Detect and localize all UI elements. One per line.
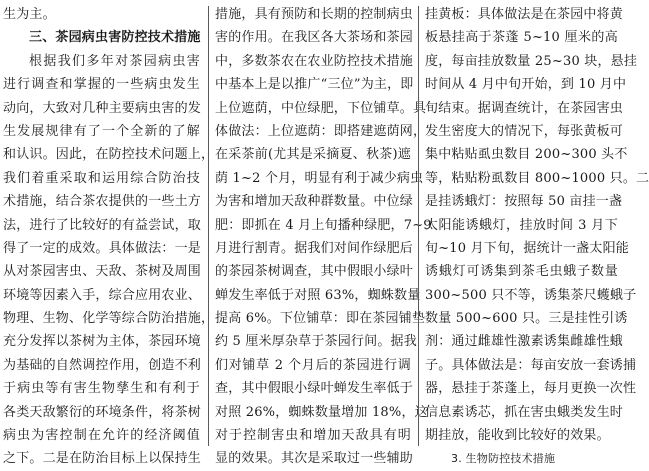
text-line: 生为主。 xyxy=(3,7,56,22)
text-line: 提高 6%。下位铺草：即在茶园铺垫 xyxy=(215,311,426,327)
text-line: 显的效果。其次是采取过一些辅助 xyxy=(215,451,414,467)
text-line: 环境等因素入手，综合应用农业、 xyxy=(3,287,202,303)
text-line: 动向，大致对几种主要病虫害的发 xyxy=(3,100,202,116)
text-line: 荫 1~2 个月，明显有利于减少病虫 xyxy=(215,170,424,186)
text-column-2 xyxy=(215,3,432,471)
text-line: 300~500 只不等，诱集茶尺蠖蛾子 xyxy=(425,287,637,303)
text-line: 们对铺草 2 个月后的茶园进行调 xyxy=(215,357,411,373)
text-line: 期挂放，能收到比较好的效果。 xyxy=(425,428,610,444)
text-line: 肥：即抓在 4 月上旬播种绿肥，7~9 xyxy=(215,217,432,233)
text-line: 发生密度大的情况下，每张黄板可 xyxy=(425,123,624,139)
text-line: 信息素诱芯，抓在害虫蛾类发生时 xyxy=(425,404,624,420)
text-line: 我们着重采取和运用综合防治技 xyxy=(3,170,200,186)
text-line: 集中粘贴虱虫数目 200~300 头不 xyxy=(425,147,628,163)
text-line: 措施，具有预防和长期的控制病虫 xyxy=(215,7,414,22)
text-line: 板悬挂高于茶蓬 5~10 厘米的高 xyxy=(425,30,618,46)
text-line: 之下。二是在防治目标上以保持生 xyxy=(3,451,202,467)
text-line: 中基本上是以推广“三位”为主，即 xyxy=(215,77,414,93)
text-line: 术措施，结合茶农提供的一些土方 xyxy=(3,194,202,210)
column-divider xyxy=(418,6,419,446)
text-line: 子。具体做法是：每亩安放一套诱捕 xyxy=(425,357,637,373)
text-line: 月进行割青。据我们对间作绿肥后 xyxy=(215,240,414,256)
text-line: 和认识。因此，在防控技术问题上， xyxy=(3,147,215,163)
text-line: 时间从 4 月中旬开始，到 10 月中 xyxy=(425,77,627,93)
text-column-1 xyxy=(3,3,215,471)
text-line: 的茶园茶树调查，其中假眼小绿叶 xyxy=(215,264,414,280)
text-line: 对照 26%，蜘蛛数量增加 18%，这 xyxy=(215,404,428,420)
text-line: 充分发挥以茶树为主体，茶园环境 xyxy=(3,334,202,350)
text-line: 进行调查和掌握的一些病虫发生 xyxy=(3,77,200,93)
text-line: 中，多数茶农在农业防控技术措施 xyxy=(215,53,414,69)
paragraph-first-line: 根据我们多年对茶园病虫害 xyxy=(29,53,200,69)
text-line: 法，进行了比较好的有益尝试，取 xyxy=(3,217,202,233)
text-line: 物理、生物、化学等综合防治措施， xyxy=(3,311,215,327)
text-line: 在采茶前(尤其是采摘夏、秋茶)遮 xyxy=(215,147,411,163)
text-line: 剂：通过雌雄性激素诱集雌雄性蛾 xyxy=(425,334,624,350)
text-line: 太阳能诱蛾灯，挂放时间 3 月下 xyxy=(425,217,618,233)
text-line: 器，悬挂于茶蓬上，每月更换一次性 xyxy=(425,381,637,397)
text-line: 上位遮荫，中位绿肥，下位铺草。具 xyxy=(215,100,427,116)
text-line: 诱蛾灯可诱集到茶毛虫蛾子数量 xyxy=(425,264,618,280)
text-line: 于病虫等有害生物孳生和有利于 xyxy=(3,381,200,397)
text-line: 各类天敌繁衍的环境条件，将茶树 xyxy=(3,404,202,420)
text-line: 数量 500~600 只。三是挂性引诱 xyxy=(425,311,628,327)
section-subheading: 3. 生物防控技术措施 xyxy=(451,452,556,466)
text-line: 害的作用。在我区各大茶场和茶园 xyxy=(215,30,414,46)
text-line: 为害和增加天敌种群数量。中位绿 xyxy=(215,194,414,210)
text-line: 病虫为害控制在允许的经济阈值 xyxy=(3,428,200,444)
text-line: 旬~10 月下旬，据统计一盏太阳能 xyxy=(425,240,629,256)
text-line: 是挂诱蛾灯：按照每 50 亩挂一盏 xyxy=(425,194,623,210)
text-line: 查，其中假眼小绿叶蝉发生率低于 xyxy=(215,381,414,397)
text-line: 蝉发生率低于对照 63%，蜘蛛数量 xyxy=(215,287,421,303)
text-line: 得了一定的成效。具体做法：一是 xyxy=(3,240,202,256)
text-line: 挂黄板：具体做法是在茶园中将黄 xyxy=(425,7,624,22)
text-line: 等，粘贴粉虱数目 800~1000 只。二 xyxy=(425,170,649,186)
text-line: 为基础的自然调控作用，创造不利 xyxy=(3,357,202,373)
text-line: 约 5 厘米厚杂草于茶园行间。据我 xyxy=(215,334,417,350)
section-heading: 三、茶园病虫害防控技术措施 xyxy=(29,30,201,46)
text-line: 旬结束。据调查统计，在茶园害虫 xyxy=(425,100,624,116)
text-column-3 xyxy=(425,3,649,471)
text-line: 从对茶园害虫、天敌、茶树及周围 xyxy=(3,264,202,280)
text-line: 生发展规律有了一个全新的了解 xyxy=(3,123,200,139)
text-line: 度，每亩挂放数量 25~30 块，悬挂 xyxy=(425,53,638,69)
column-divider xyxy=(208,6,209,446)
text-line: 对于控制害虫和增加天敌具有明 xyxy=(215,428,411,444)
text-line: 体做法：上位遮荫：即搭建遮荫网， xyxy=(215,123,427,139)
